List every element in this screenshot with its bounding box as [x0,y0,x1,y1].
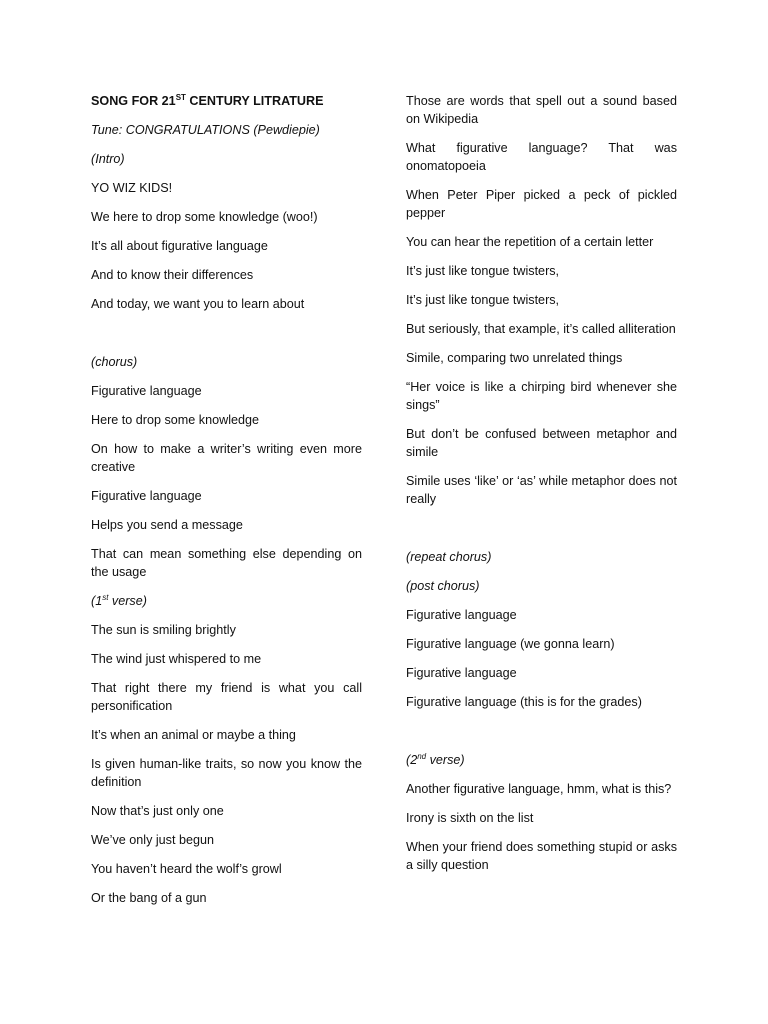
lyric-line: When your friend does something stupid or asks a silly question [406,840,677,872]
title-superscript: ST [175,93,186,102]
verse1-label [91,592,362,610]
lyric-line: When Peter Piper picked a peck of pickled pepper [406,188,677,220]
blank-line [91,324,362,353]
title-text: SONG FOR 21 [91,94,176,108]
lyric-line: Another figurative language, hmm, what is this? [406,782,672,796]
lyric-line: You haven’t heard the wolf’s growl [91,862,282,876]
intro-label: (Intro) [91,152,125,166]
lyric-line: Is given human-like traits, so now you know the definition [91,757,362,789]
verse2-label-text-continued: verse) [426,753,465,767]
lyric-line: But seriously, that example, it’s called alliteration [406,322,676,336]
song-title [91,92,362,110]
lyric-line: Simile uses ‘like’ or ‘as’ while metaphor does not really [406,474,677,506]
post-chorus-label: (post chorus) [406,579,480,593]
lyric-line: Those are words that spell out a sound based on Wikipedia [406,94,677,126]
lyric-line: That can mean something else depending on the usage [91,547,362,579]
lyric-line: We’ve only just begun [91,833,214,847]
verse1-label-text: (1 [91,594,103,608]
lyric-line: Figurative language [91,489,202,503]
lyric-line: Helps you send a message [91,518,243,532]
title-text-continued: CENTURY LITRATURE [185,94,324,108]
lyric-line: It’s all about figurative language [91,239,268,253]
lyric-line: It’s just like tongue twisters, [406,293,560,307]
lyric-line: Figurative language [91,384,202,398]
lyric-line: YO WIZ KIDS! [91,181,173,195]
lyric-line: The wind just whispered to me [91,652,262,666]
verse1-label-text-continued: verse) [108,594,147,608]
lyric-line: It’s just like tongue twisters, [406,264,560,278]
lyric-line: “Her voice is like a chirping bird whenever she sings” [406,380,677,412]
lyric-line: It’s when an animal or maybe a thing [91,728,296,742]
blank-line [406,722,677,751]
right-column [406,92,677,885]
lyric-line: What figurative language? That was onomatopoeia [406,141,677,173]
tune-line: Tune: CONGRATULATIONS (Pewdiepie) [91,123,320,137]
lyric-line: You can hear the repetition of a certain letter [406,235,654,249]
lyric-line: Irony is sixth on the list [406,811,534,825]
verse2-label [406,751,677,769]
lyric-line: But don’t be confused between metaphor and simile [406,427,677,459]
left-column [91,92,362,918]
lyric-line: That right there my friend is what you call personification [91,681,362,713]
lyric-line: Figurative language [406,666,517,680]
verse2-label-superscript: nd [417,752,427,761]
lyric-line: Or the bang of a gun [91,891,207,905]
blank-line [406,519,677,548]
lyric-line: On how to make a writer’s writing even more creative [91,442,362,474]
chorus-label: (chorus) [91,355,138,369]
lyric-line: Here to drop some knowledge [91,413,260,427]
verse2-label-text: (2 [406,753,418,767]
repeat-chorus-label: (repeat chorus) [406,550,492,564]
lyric-line: Figurative language [406,608,517,622]
lyric-line: Now that’s just only one [91,804,224,818]
lyric-line: Figurative language (we gonna learn) [406,637,615,651]
lyric-line: Simile, comparing two unrelated things [406,351,623,365]
lyric-line: And today, we want you to learn about [91,297,305,311]
lyric-line: Figurative language (this is for the grades) [406,695,642,709]
lyric-line: The sun is smiling brightly [91,623,236,637]
lyric-line: We here to drop some knowledge (woo!) [91,210,318,224]
lyric-line: And to know their differences [91,268,254,282]
verse1-label-superscript: st [102,593,109,602]
